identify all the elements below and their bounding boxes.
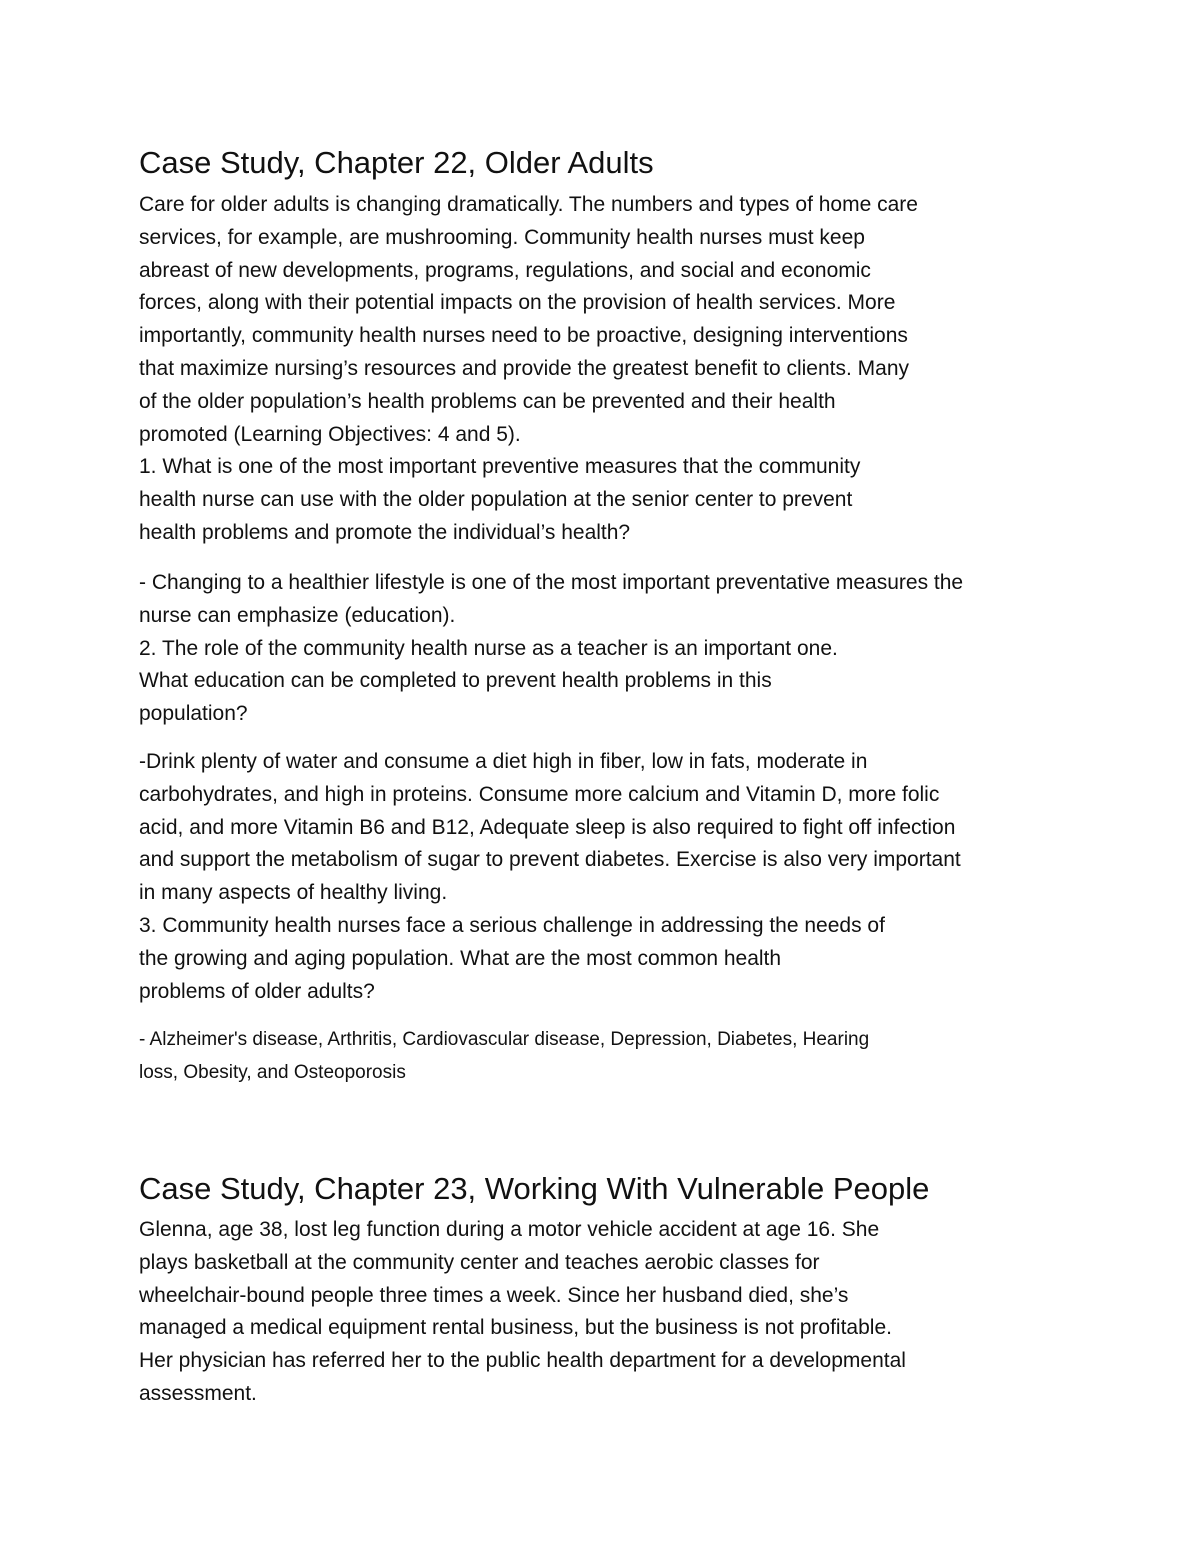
intro-line: forces, along with their potential impacts on the provision of health services. More [139,291,896,315]
answer-2-line: and support the metabolism of sugar to prevent diabetes. Exercise is also very important [139,848,961,872]
intro-line: services, for example, are mushrooming. Community health nurses must keep [139,225,865,249]
answer-1-line: nurse can emphasize (education). [139,603,456,627]
intro-line: promoted (Learning Objectives: 4 and 5). [139,422,521,446]
intro-line: Her physician has referred her to the public health department for a developmental [139,1349,906,1373]
question-3-line: 3. Community health nurses face a serious challenge in addressing the needs of [139,913,885,937]
answer-2-line: in many aspects of healthy living. [139,881,448,905]
question-2-line: population? [139,702,248,726]
intro-line: that maximize nursing’s resources and provide the greatest benefit to clients. Many [139,356,910,380]
answer-1-line: - Changing to a healthier lifestyle is one of the most important preventative measures the [139,571,964,594]
intro-line: Glenna, age 38, lost leg function during a motor vehicle accident at age 16. She [139,1218,880,1241]
answer-3-line: loss, Obesity, and Osteoporosis [139,1061,406,1083]
question-2-line: What education can be completed to prevent health problems in this [139,669,772,693]
intro-line: of the older population’s health problems can be prevented and their health [139,389,836,413]
section2-title: Case Study, Chapter 23, Working With Vulnerable People [139,1171,930,1206]
intro-line: Care for older adults is changing dramatically. The numbers and types of home care [139,193,918,216]
answer-2-line: -Drink plenty of water and consume a diet high in fiber, low in fats, moderate in [139,750,868,773]
section1-intro [139,189,1079,550]
question-3-line: the growing and aging population. What are the most common health [139,946,782,970]
answer-3-block [139,1024,1079,1089]
intro-line: importantly, community health nurses need to be proactive, designing interventions [139,324,908,348]
section1-title: Case Study, Chapter 22, Older Adults [139,145,654,180]
answer-1-block [139,567,1079,731]
question-1-line: health nurse can use with the older population at the senior center to prevent [139,488,853,512]
intro-line: managed a medical equipment rental business, but the business is not profitable. [139,1316,892,1340]
section2-intro [139,1214,1079,1411]
intro-line: wheelchair-bound people three times a week. Since her husband died, she’s [139,1283,849,1307]
answer-2-line: carbohydrates, and high in proteins. Consume more calcium and Vitamin D, more folic [139,782,940,806]
question-1-line: health problems and promote the individual’s health? [139,520,631,544]
intro-line: assessment. [139,1381,257,1405]
question-1-line: 1. What is one of the most important preventive measures that the community [139,455,861,479]
question-2-line: 2. The role of the community health nurse as a teacher is an important one. [139,636,838,660]
intro-line: plays basketball at the community center and teaches aerobic classes for [139,1250,820,1274]
section1-heading-block [139,144,1079,182]
intro-line: abreast of new developments, programs, regulations, and social and economic [139,258,871,282]
question-3-line: problems of older adults? [139,979,375,1003]
section2-heading-block [139,1170,1079,1208]
answer-2-block [139,746,1079,1008]
answer-2-line: acid, and more Vitamin B6 and B12, Adequate sleep is also required to fight off infection [139,815,956,839]
answer-3-line: - Alzheimer's disease, Arthritis, Cardiovascular disease, Depression, Diabetes, Hearing [139,1029,870,1050]
